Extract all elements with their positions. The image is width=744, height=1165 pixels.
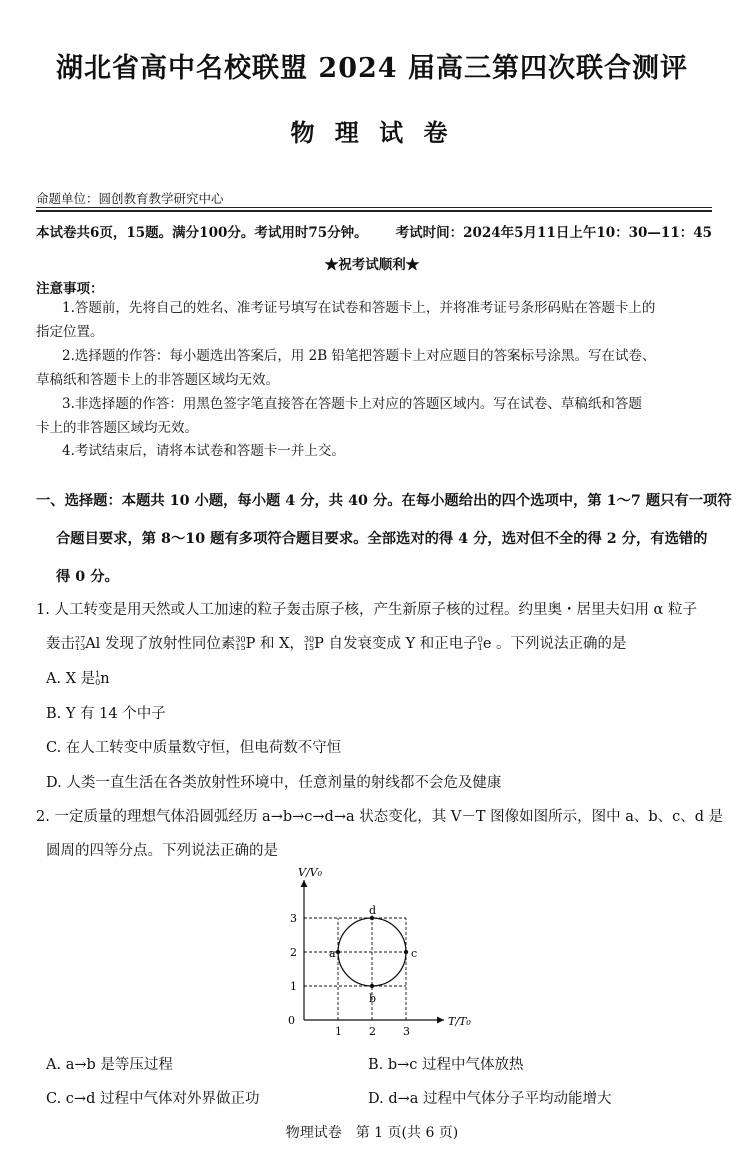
notice-item-4: 4.考试结束后，请将本试卷和答题卡一并上交。 bbox=[62, 443, 345, 459]
page-footer: 物理试卷 第 1 页(共 6 页) bbox=[285, 1125, 459, 1141]
notice-item-1-cont: 指定位置。 bbox=[36, 324, 104, 340]
question-1-option-d: D. 人类一直生活在各类放射性环境中，任意剂量的射线都不会危及健康 bbox=[46, 775, 502, 791]
question-1-stem-cont: 轰击 27 13 Al 发现了放射性同位素 30 15 P 和 X， 30 15 P 自发衰变成 Y 和正电子 0 1 e 。下列说法正确的是 bbox=[46, 635, 627, 652]
y-tick-label: 1 bbox=[290, 980, 297, 993]
notice-item-1: 1.答题前，先将自己的姓名、准考证号填写在试卷和答题卡上，并将准考证号条形码贴在答题卡上的 bbox=[62, 300, 656, 316]
question-2-option-a: A. a→b 是等压过程 bbox=[46, 1057, 173, 1073]
section-1-heading-end: 得 0 分。 bbox=[56, 569, 119, 585]
state-label-a: a bbox=[329, 947, 336, 960]
notice-item-2: 2.选择题的作答：每小题选出答案后，用 2B 铅笔把答题卡上对应题目的答案标号涂黑。写在试卷、 bbox=[62, 348, 656, 364]
state-point-b bbox=[370, 984, 374, 988]
state-label-d: d bbox=[369, 904, 377, 917]
v-t-diagram bbox=[280, 868, 480, 1038]
question-2-stem-cont: 圆周的四等分点。下列说法正确的是 bbox=[46, 843, 278, 859]
state-label-b: b bbox=[369, 992, 377, 1005]
state-point-a bbox=[336, 950, 340, 954]
question-2-stem: 2. 一定质量的理想气体沿圆弧经历 a→b→c→d→a 状态变化，其 V－T 图像如图所示，图中 a、b、c、d 是 bbox=[36, 809, 724, 825]
subject-title: 物 理 试 卷 bbox=[290, 118, 454, 147]
exam-title: 湖北省高中名校联盟 2024 届高三第四次联合测评 bbox=[56, 53, 688, 84]
good-luck-banner: ★祝考试顺利★ bbox=[324, 257, 420, 273]
exam-time: 考试时间：2024年5月11日上午10：30—11：45 bbox=[395, 225, 712, 241]
question-2-option-d: D. d→a 过程中气体分子平均动能增大 bbox=[368, 1091, 612, 1107]
section-1-heading: 一、选择题：本题共 10 小题，每小题 4 分，共 40 分。在每小题给出的四个选项中，第 1～7 题只有一项符 bbox=[36, 493, 732, 509]
exam-info: 本试卷共6页，15题。满分100分。考试用时75分钟。 bbox=[36, 225, 368, 241]
author-unit: 命题单位：圆创教育教学研究中心 bbox=[36, 191, 224, 206]
divider-thin bbox=[36, 207, 712, 208]
question-1-option-a: A. X 是 1 0 n bbox=[46, 670, 110, 687]
y-tick-label: 2 bbox=[290, 946, 297, 959]
notice-item-3-cont: 卡上的非答题区域均无效。 bbox=[36, 420, 198, 436]
notice-heading: 注意事项： bbox=[36, 281, 104, 297]
section-1-heading-cont: 合题目要求，第 8～10 题有多项符合题目要求。全部选对的得 4 分，选对但不全的得 2 分，有选错的 bbox=[56, 531, 708, 547]
y-tick-label: 3 bbox=[290, 912, 297, 925]
x-tick-label: 3 bbox=[403, 1025, 410, 1038]
question-1-option-c: C. 在人工转变中质量数守恒，但电荷数不守恒 bbox=[46, 740, 342, 756]
divider-thick bbox=[36, 210, 712, 212]
y-axis-label: V/V₀ bbox=[298, 868, 323, 879]
notice-item-2-cont: 草稿纸和答题卡上的非答题区域均无效。 bbox=[36, 372, 279, 388]
notice-item-3: 3.非选择题的作答：用黑色签字笔直接答在答题卡上对应的答题区域内。写在试卷、草稿纸和答题 bbox=[62, 396, 642, 412]
question-2-option-c: C. c→d 过程中气体对外界做正功 bbox=[46, 1091, 260, 1107]
state-label-c: c bbox=[411, 947, 418, 960]
x-tick-label: 2 bbox=[369, 1025, 376, 1038]
origin-label: 0 bbox=[288, 1014, 295, 1027]
x-axis-label: T/T₀ bbox=[448, 1015, 471, 1028]
question-1-stem: 1. 人工转变是用天然或人工加速的粒子轰击原子核，产生新原子核的过程。约里奥・居里夫妇用 α 粒子 bbox=[36, 602, 697, 618]
x-tick-label: 1 bbox=[335, 1025, 342, 1038]
question-1-option-b: B. Y 有 14 个中子 bbox=[46, 706, 166, 722]
question-2-option-b: B. b→c 过程中气体放热 bbox=[368, 1057, 524, 1073]
state-point-c bbox=[404, 950, 408, 954]
